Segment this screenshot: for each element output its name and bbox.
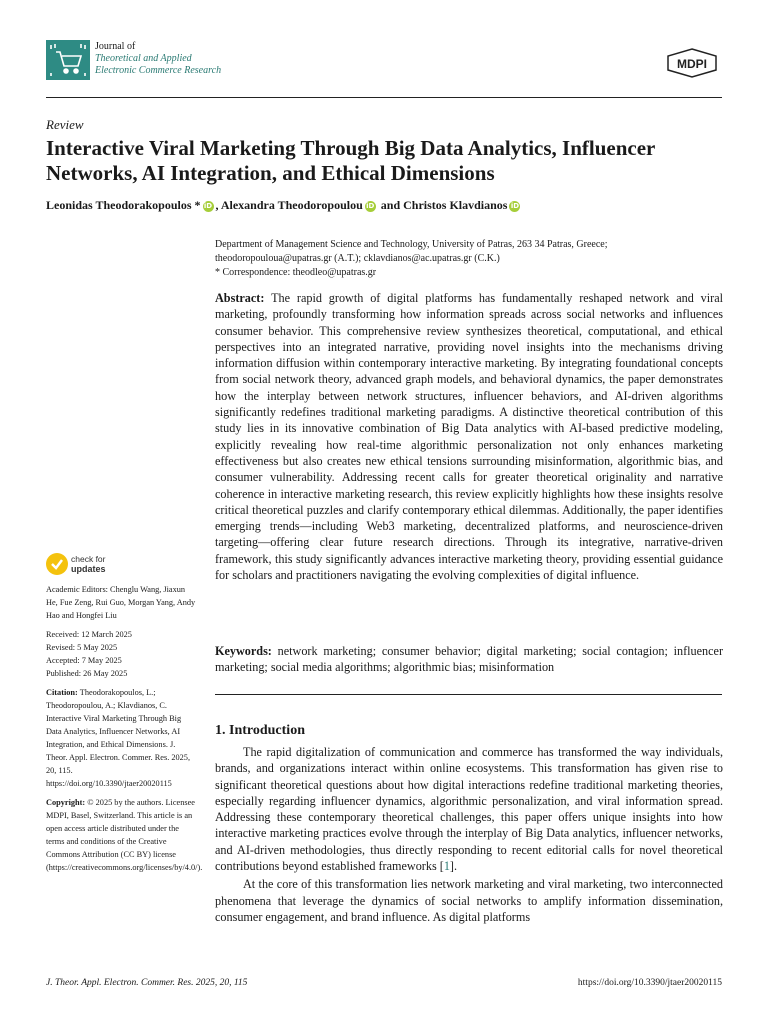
abstract-label: Abstract: — [215, 291, 265, 305]
affiliation-block — [215, 238, 608, 280]
paragraph: The rapid digitalization of communication and commerce has transformed the way individuals, brands, and organizations interact within online ecosystems. This transformation has given rise to significant theoretical questions about how digital interactions redefine traditional marketing theories, especially regarding influencer dynamics, algorithmic personalization, and viral information spread. Addressing these contemporary theoretical challenges, this paper offers unique insights into how interactive marketing practices evolve through the interplay of Big Data analytics, influencer networks, and AI-driven methodologies, thus directly responding to recent editorial calls for novel theoretical contributions beyond established frameworks [1]. — [215, 745, 723, 874]
revised-date: Revised: 5 May 2025 — [46, 643, 118, 652]
author-name[interactable]: and Christos Klavdianos — [377, 198, 508, 212]
received-date: Received: 12 March 2025 — [46, 630, 132, 639]
corresponding-marker: * — [191, 198, 201, 212]
affiliation: Department of Management Science and Technology, University of Patras, 263 34 Patras, Greece; — [215, 239, 608, 250]
header-divider — [46, 97, 722, 98]
citation-label: Citation: — [46, 688, 78, 697]
orcid-icon[interactable]: iD — [366, 202, 375, 210]
accepted-date: Accepted: 7 May 2025 — [46, 656, 122, 665]
section-heading: 1. Introduction — [215, 723, 305, 738]
citation — [46, 686, 198, 790]
journal-logo — [46, 40, 90, 80]
footer-doi-link[interactable]: https://doi.org/10.3390/jtaer20020115 — [577, 978, 722, 988]
journal-name — [95, 41, 221, 77]
updates-label: updates — [71, 564, 106, 574]
correspondence[interactable]: * Correspondence: theodleo@upatras.gr — [215, 267, 377, 278]
abstract — [215, 290, 723, 583]
journal-of: Journal of — [95, 41, 136, 52]
footer-citation: J. Theor. Appl. Electron. Commer. Res. 2025, 20, 115 — [46, 978, 248, 988]
check-label: check for — [71, 554, 106, 564]
author-list — [46, 198, 522, 213]
reference-link[interactable]: 1 — [443, 859, 450, 874]
journal-title-line1: Theoretical and Applied — [95, 53, 192, 64]
abstract-text: The rapid growth of digital platforms has fundamentally reshaped network and viral marketing, profoundly transforming how information spreads across social networks and influences consumer behavior. This comprehensive review synthesizes theoretical, computational, and ethical perspectives into an integrated narrative, providing novel insights into the mechanisms driving information diffusion within contemporary interactive marketing. By integrating foundational concepts from social network theory, advanced graph models, and behavioral dynamics, the paper demonstrates how the interplay between network structures, influencer behaviors, and AI-driven algorithms significantly redefines traditional marketing paradigms. A distinctive theoretical contribution of this study lies in its innovative combination of Big Data analytics with AI-based predictive modeling, explicitly revealing how real-time algorithmic personalization not only enhances marketing effectiveness but also creates new ethical tensions surrounding misinformation, algorithmic bias, and consumer vulnerability. Addressing recent calls for greater theoretical originality and narrative coherence in interactive marketing research, this review explicitly highlights how these insights resolve critical theoretical puzzles and clarify contemporary ethical dilemmas. Additionally, the paper identifies emerging trends—including Web3 marketing, decentralized platforms, and neuroscience-driven targeting—offering clear future research directions. Through its integrative, narrative-driven framework, this study significantly advances interactive marketing theory, providing essential guidance for scholars and practitioners navigating the evolving complexities of digital influence. — [215, 291, 723, 583]
paragraph: At the core of this transformation lies network marketing and viral marketing, two interconnected phenomena that leverage the dynamics of social networks to amplify information dissemination, consumer engagement, and brand influence. As digital platforms — [215, 877, 723, 924]
academic-editors: Academic Editors: Chenglu Wang, Jiaxun He, Fue Zeng, Rui Guo, Morgan Yang, Andy Hao and Hongfei Liu — [46, 585, 196, 620]
published-date: Published: 26 May 2025 — [46, 669, 128, 678]
introduction-body — [215, 744, 723, 925]
copyright-label: Copyright: — [46, 798, 86, 807]
copyright — [46, 796, 203, 874]
check-updates-icon — [46, 553, 68, 575]
article-title: Interactive Viral Marketing Through Big Data Analytics, Influencer Networks, AI Integration, and Ethical Dimensions — [46, 136, 655, 185]
section-divider — [215, 694, 722, 695]
keywords-label: Keywords: — [215, 644, 272, 658]
orcid-icon[interactable]: iD — [510, 202, 520, 210]
sidebar-info — [46, 583, 203, 880]
copyright-text[interactable]: © 2025 by the authors. Licensee MDPI, Basel, Switzerland. This article is an open access article distributed under the terms and conditions of the Creative Commons Attribution (CC BY) license (https://creativecommons.org/licenses/by/4.0/). — [46, 798, 203, 872]
author-name[interactable]: Leonidas Theodorakopoulos — [46, 198, 192, 212]
orcid-icon[interactable]: iD — [203, 202, 213, 210]
journal-title-line2: Electronic Commerce Research — [95, 65, 222, 76]
author-emails[interactable]: theodoropouloua@upatras.gr (A.T.); cklavdianos@ac.upatras.gr (C.K.) — [215, 253, 500, 264]
article-type: Review — [46, 117, 84, 132]
publisher-logo — [666, 48, 718, 78]
keywords-text: network marketing; consumer behavior; digital marketing; social contagion; influencer marketing; social media algorithms; algorithmic bias; misinformation — [215, 644, 724, 675]
shopping-cart-icon — [46, 40, 90, 80]
check-for-updates-badge[interactable] — [46, 553, 126, 577]
citation-text[interactable]: Theodorakopoulos, L.; Theodoropoulou, A.; Klavdianos, C. Interactive Viral Marketing Through Big Data Analytics, Influencer Networks, AI Integration, and Ethical Dimensions. J. Theor. Appl. Electron. Commer. Res. 2025, 20, 115. https://doi.org/10.3390/jtaer20020115 — [46, 688, 191, 788]
mdpi-logo-icon — [666, 48, 718, 78]
publisher-name: MDPI — [677, 57, 707, 71]
keywords — [215, 643, 723, 676]
author-name[interactable]: , Alexandra Theodoropoulou — [215, 198, 363, 212]
